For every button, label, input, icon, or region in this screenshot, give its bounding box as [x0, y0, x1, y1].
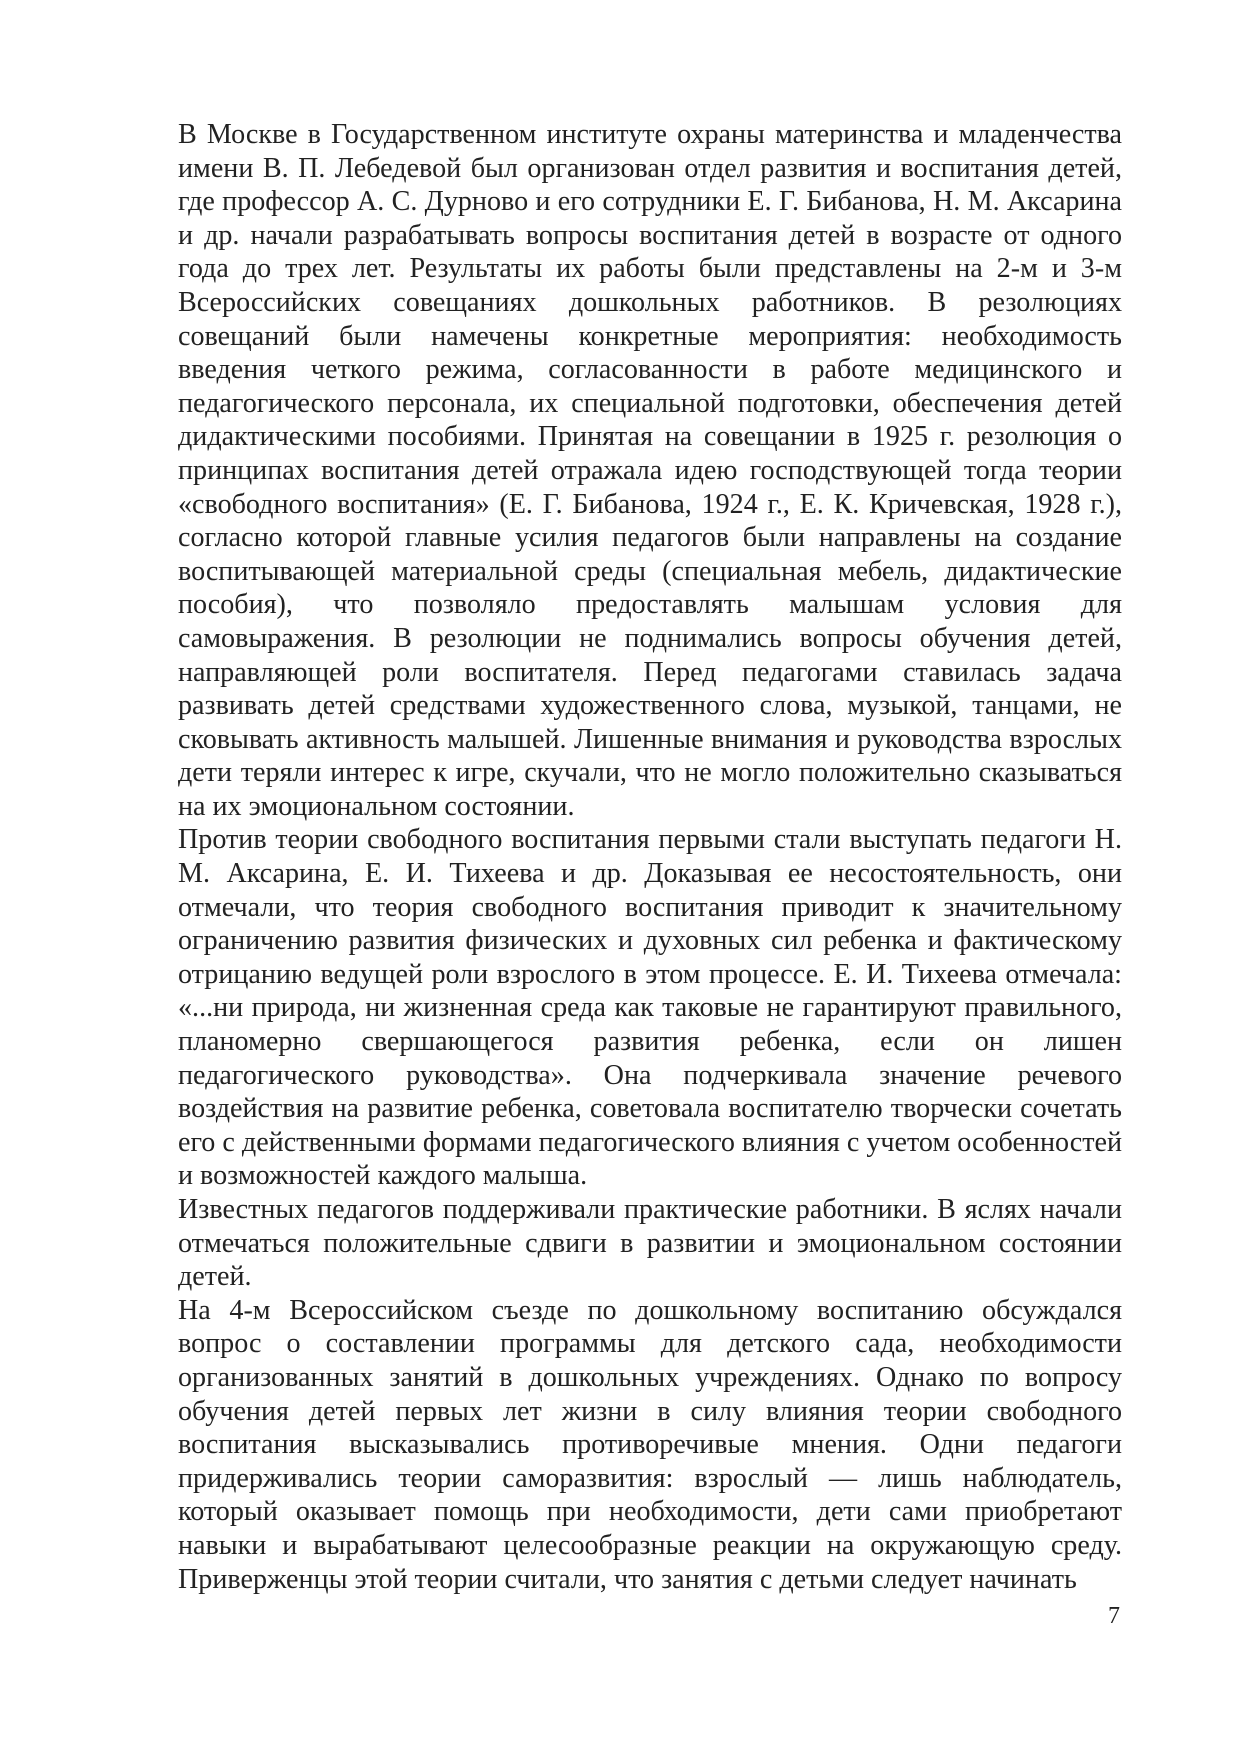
paragraph: Известных педагогов поддерживали практические работники. В яслях начали отмечаться положительные сдвиги в развитии и эмоциональном состоянии детей. — [178, 1194, 1122, 1293]
paragraph: Против теории свободного воспитания первыми стали выступать педагоги Н. М. Аксарина, Е. И. Тихеева и др. Доказывая ее несостоятельность, они отмечали, что теория свободного воспитания приводит к значительному ограничению развития физических и духовных сил ребенка и фактическому отрицанию ведущей роли взрослого в этом процессе. Е. И. Тихеева отмечала: «...ни природа, ни жизненная среда как таковые не гарантируют правильного, планомерно свершающегося развития ребенка, если он лишен педагогического руководства». Она подчеркивала значение речевого воздействия на развитие ребенка, советовала воспитателю творчески сочетать его с действенными формами педагогического влияния с учетом особенностей и возможностей каждого малыша. — [178, 824, 1122, 1192]
page-number: 7 — [1108, 1603, 1120, 1629]
paragraph: В Москве в Государственном институте охраны материнства и младенчества имени В. П. Лебедевой был организован отдел развития и воспитания детей, где профессор А. С. Дурново и его сотрудники Е. Г. Бибанова, Н. М. Аксарина и др. начали разрабатывать вопросы воспитания детей в возрасте от одного года до трех лет. Результаты их работы были представлены на 2-м и 3-м Всероссийских совещаниях дошкольных работников. В резолюциях совещаний были намечены конкретные мероприятия: необходимость введения четкого режима, согласованности в работе медицинского и педагогического персонала, их специальной подготовки, обеспечения детей дидактическими пособиями. Принятая на совещании в 1925 г. резолюция о принципах воспитания детей отражала идею господствующей тогда теории «свободного воспитания» (Е. Г. Бибанова, 1924 г., Е. К. Кричевская, 1928 г.), согласно которой главные усилия педагогов были направлены на создание воспитывающей материальной среды (специальная мебель, дидактические пособия), что позволяло предоставлять малышам условия для самовыражения. В резолюции не поднимались вопросы обучения детей, направляющей роли воспитателя. Перед педагогами ставилась задача развивать детей средствами художественного слова, музыкой, танцами, не сковывать активность малышей. Лишенные внимания и руководства взрослых дети теряли интерес к игре, скучали, что не могло положительно сказываться на их эмоциональном состоянии. — [178, 119, 1122, 822]
body-text — [178, 118, 1122, 1596]
paragraph: На 4-м Всероссийском съезде по дошкольному воспитанию обсуждался вопрос о составлении программы для детского сада, необходимости организованных занятий в дошкольных учреждениях. Однако по вопросу обучения детей первых лет жизни в силу влияния теории свободного воспитания высказывались противоречивые мнения. Одни педагоги придерживались теории саморазвития: взрослый — лишь наблюдатель, который оказывает помощь при необходимости, дети сами приобретают навыки и вырабатывают целесообразные реакции на окружающую среду. Приверженцы этой теории считали, что занятия с детьми следует начинать — [178, 1294, 1122, 1595]
